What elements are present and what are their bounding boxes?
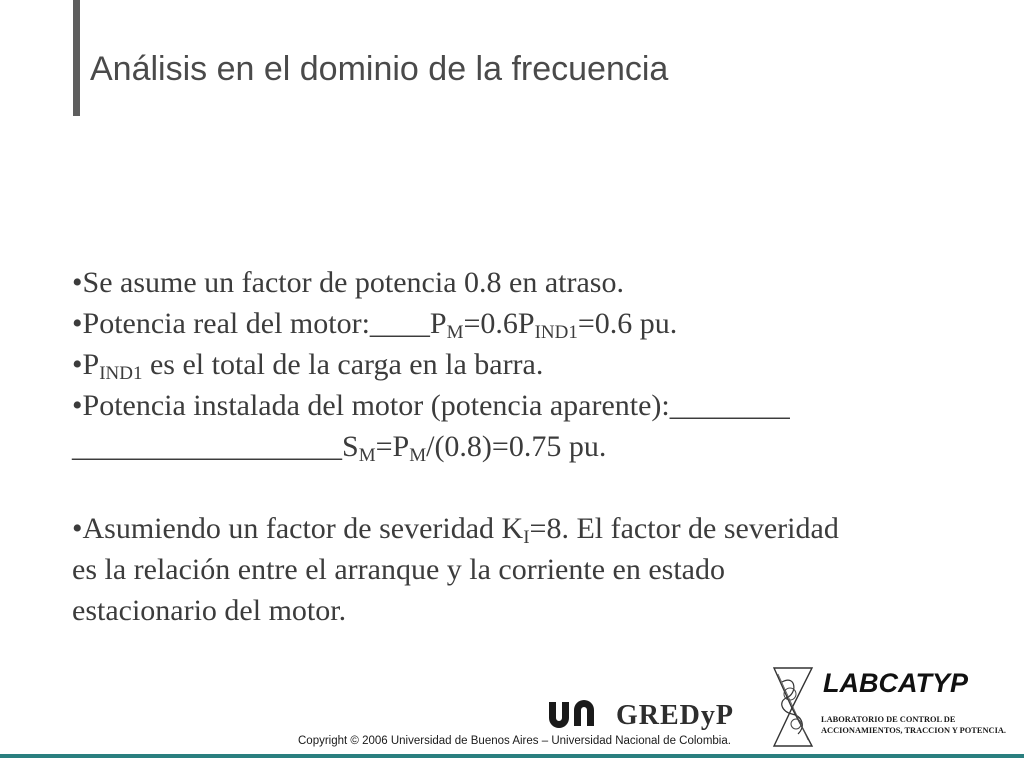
labcatyp-subtitle-line-2: ACCIONAMIENTOS, TRACCION Y POTENCIA.	[821, 726, 1006, 735]
gredyp-logo: GREDyP	[616, 700, 734, 731]
slide-body	[72, 262, 972, 631]
subscript: M	[358, 445, 376, 466]
slide-title: Análisis en el dominio de la frecuencia	[90, 50, 669, 88]
bullet-power-factor: •Se asume un factor de potencia 0.8 en atraso.	[72, 266, 624, 299]
un-logo-icon	[546, 700, 602, 728]
subscript: M	[446, 322, 464, 343]
bullet-apparent-power: •Potencia instalada del motor (potencia aparente):________	[72, 389, 790, 422]
labcatyp-emblem-icon	[768, 664, 818, 750]
bullet-text: •Asumiendo un factor de severidad K	[72, 512, 524, 545]
bullet-text: •P	[72, 348, 100, 381]
labcatyp-subtitle-line-1: LABORATORIO DE CONTROL DE	[821, 715, 956, 724]
bullet-text: /(0.8)=0.75 pu.	[426, 430, 607, 463]
bullet-text: •Potencia real del motor:____P	[72, 307, 447, 340]
bullet-text: =0.6 pu.	[577, 307, 678, 340]
paragraph-spacer	[72, 467, 972, 508]
bullet-text: =P	[375, 430, 410, 463]
bullet-severity-factor	[72, 508, 972, 549]
bullet-severity-factor-line-2: es la relación entre el arranque y la corriente en estado	[72, 553, 725, 586]
subscript: IND1	[534, 322, 578, 343]
labcatyp-subtitle	[821, 714, 1024, 736]
bullet-text: =8. El factor de severidad	[529, 512, 839, 545]
footer-rule	[0, 754, 1024, 758]
title-accent-bar	[73, 0, 80, 116]
labcatyp-logo-text: LABCATYP	[823, 668, 968, 698]
bullet-motor-real-power	[72, 303, 972, 344]
copyright-text: Copyright © 2006 Universidad de Buenos Aires – Universidad Nacional de Colombia.	[298, 735, 731, 747]
bullet-severity-factor-line-3: estacionario del motor.	[72, 594, 347, 627]
bullet-text: es el total de la carga en la barra.	[142, 348, 544, 381]
subscript: M	[409, 445, 427, 466]
subscript: I	[523, 527, 530, 548]
subscript: IND1	[99, 363, 143, 384]
bullet-bus-load	[72, 344, 972, 385]
bullet-text: __________________S	[72, 430, 359, 463]
bullet-apparent-power-formula	[72, 426, 972, 467]
bullet-text: =0.6P	[463, 307, 535, 340]
